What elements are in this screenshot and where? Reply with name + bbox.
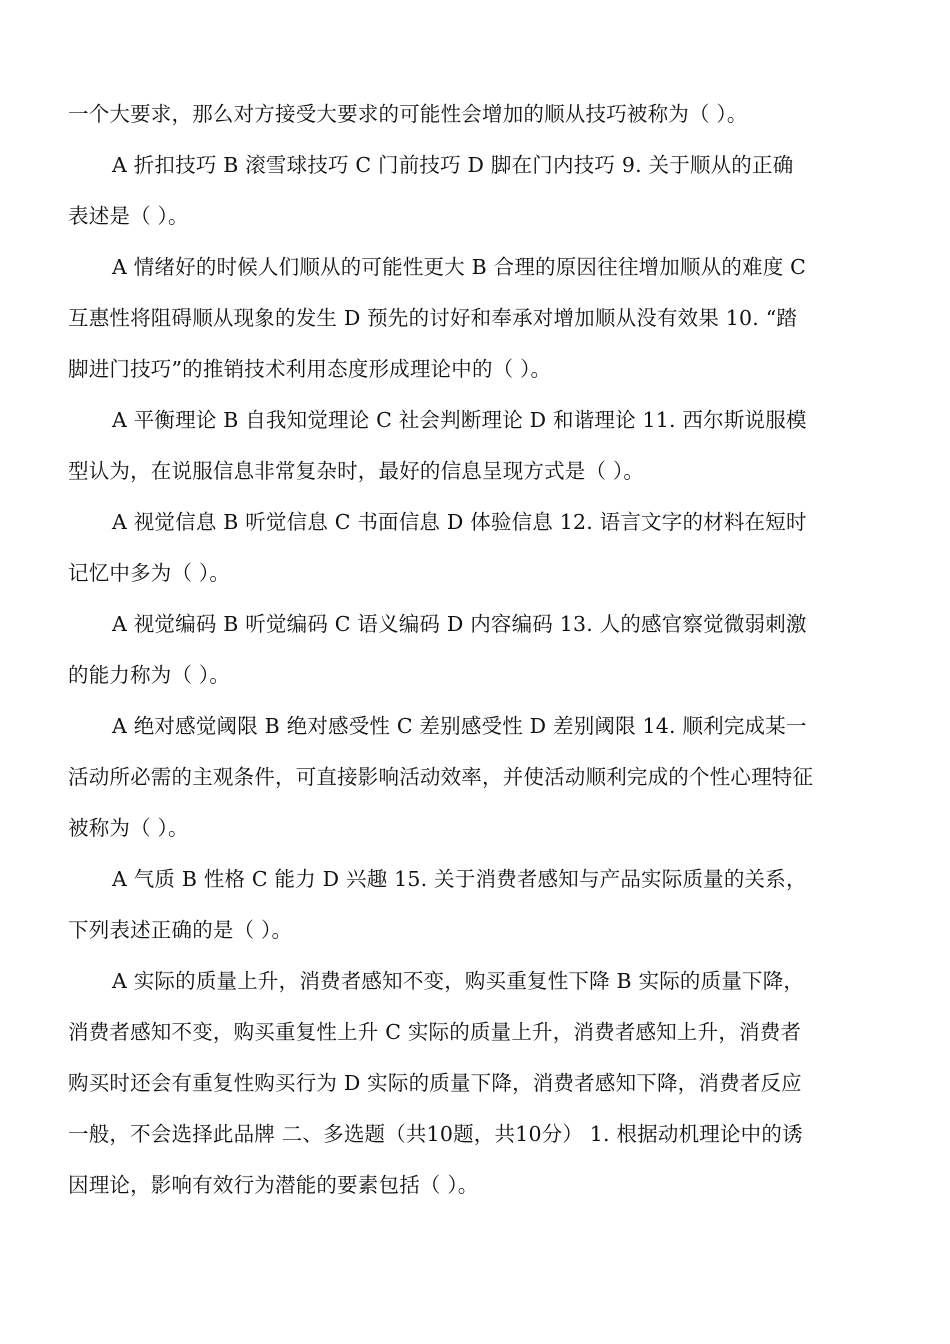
text-line: A 实际的质量上升，消费者感知不变，购买重复性下降 B 实际的质量下降， (112, 969, 805, 993)
text-line: 活动所必需的主观条件，可直接影响活动效率，并使活动顺利完成的个性心理特征 (68, 765, 814, 789)
text-line: A 绝对感觉阈限 B 绝对感受性 C 差别感受性 D 差别阈限 14. 顺利完成某一 (112, 714, 807, 738)
text-line: 购买时还会有重复性购买行为 D 实际的质量下降，消费者感知下降，消费者反应 (68, 1071, 802, 1095)
text-line: 因理论，影响有效行为潜能的要素包括（ ）。 (68, 1173, 479, 1197)
text-line: 的能力称为（ ）。 (68, 663, 231, 687)
text-line: 记忆中多为（ ）。 (68, 561, 231, 585)
text-line: A 气质 B 性格 C 能力 D 兴趣 15. 关于消费者感知与产品实际质量的关系， (112, 867, 807, 891)
text-line: 脚进门技巧”的推销技术利用态度形成理论中的（ ）。 (68, 357, 552, 381)
text-line: 下列表述正确的是（ ）。 (68, 918, 293, 942)
text-line: A 平衡理论 B 自我知觉理论 C 社会判断理论 D 和谐理论 11. 西尔斯说服模 (112, 408, 807, 432)
text-line: 一般，不会选择此品牌 二、多选题（共10题，共10分） 1. 根据动机理论中的诱 (68, 1122, 803, 1146)
text-line: A 情绪好的时候人们顺从的可能性更大 B 合理的原因往往增加顺从的难度 C (112, 255, 807, 279)
text-line: 一个大要求，那么对方接受大要求的可能性会增加的顺从技巧被称为（ ）。 (68, 102, 748, 126)
text-line: 型认为，在说服信息非常复杂时，最好的信息呈现方式是（ ）。 (68, 459, 645, 483)
text-line: 表述是（ ）。 (68, 204, 189, 228)
text-line: 消费者感知不变，购买重复性上升 C 实际的质量上升，消费者感知上升，消费者 (68, 1020, 802, 1044)
text-line: 互惠性将阻碍顺从现象的发生 D 预先的讨好和奉承对增加顺从没有效果 10. “踏 (68, 306, 798, 330)
text-line: A 视觉编码 B 听觉编码 C 语义编码 D 内容编码 13. 人的感官察觉微弱刺激 (112, 612, 807, 636)
text-line: A 视觉信息 B 听觉信息 C 书面信息 D 体验信息 12. 语言文字的材料在短时 (112, 510, 807, 534)
text-line: A 折扣技巧 B 滚雪球技巧 C 门前技巧 D 脚在门内技巧 9. 关于顺从的正确 (112, 153, 794, 177)
text-line: 被称为（ ）。 (68, 816, 189, 840)
